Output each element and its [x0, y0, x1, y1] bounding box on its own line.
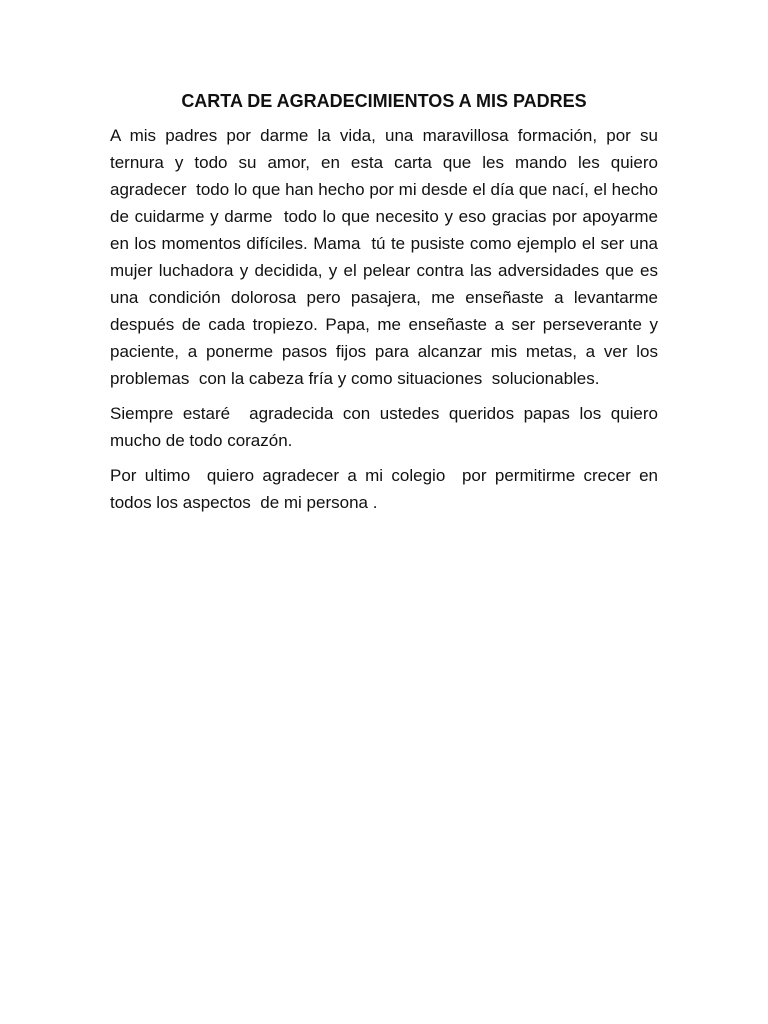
paragraph-gratitude-parents: A mis padres por darme la vida, una maravillosa formación, por su ternura y todo su amor, en esta carta que les mando les quiero agradecer todo lo que han hecho por mi desde el día que nací, el hecho de cuidarme y darme todo lo que necesito y eso gracias por apoyarme en los momentos difíciles. Mama tú te pusiste como ejemplo el ser una mujer luchadora y decidida, y el pelear contra las adversidades que es una condición dolorosa pero pasajera, me enseñaste a levantarme después de cada tropiezo. Papa, me enseñaste a ser perseverante y paciente, a ponerme pasos fijos para alcanzar mis metas, a ver los problemas con la cabeza fría y como situaciones solucionables. [110, 126, 663, 388]
document-page [110, 88, 663, 524]
paragraph-school-thanks: Por ultimo quiero agradecer a mi colegio por permitirme crecer en todos los aspectos de mi persona . [110, 466, 663, 512]
document-title: CARTA DE AGRADECIMIENTOS A MIS PADRES [181, 91, 587, 111]
paragraph-closing-love: Siempre estaré agradecida con ustedes queridos papas los quiero mucho de todo corazón. [110, 404, 663, 450]
